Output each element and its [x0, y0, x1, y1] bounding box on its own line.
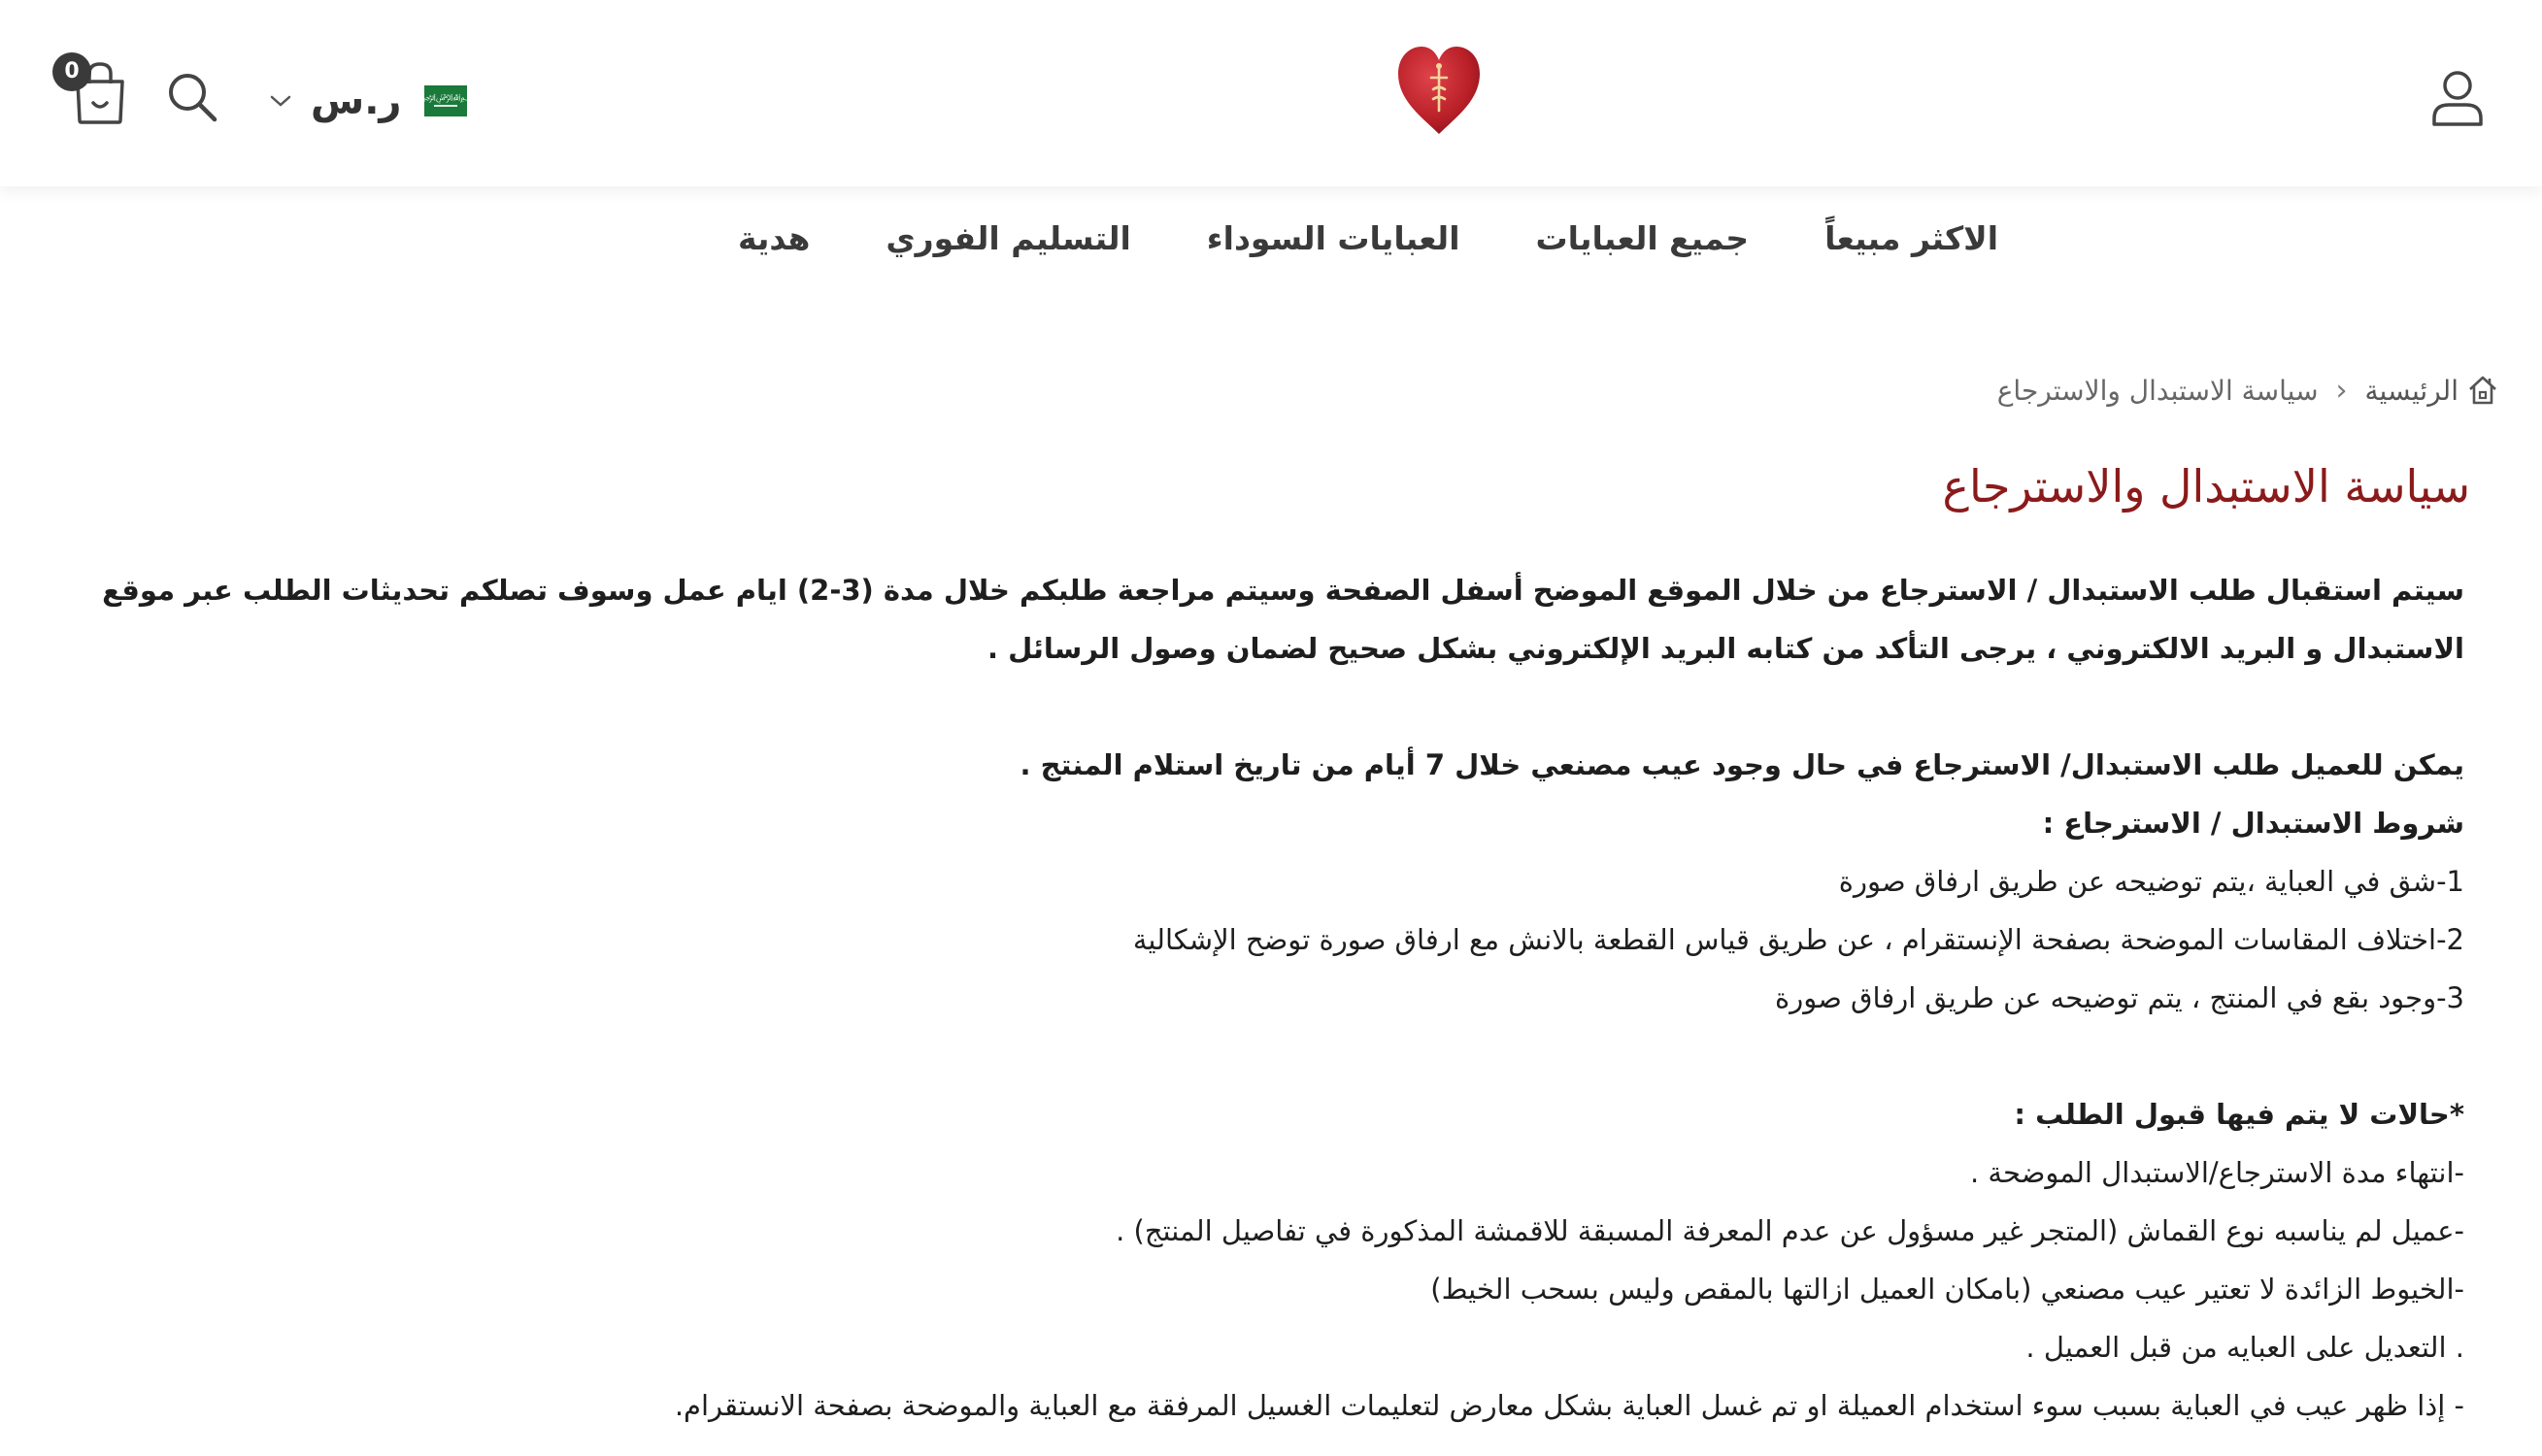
- rejections-title: *حالات لا يتم فيها قبول الطلب :: [2014, 1098, 2464, 1131]
- conditions-title: شروط الاستبدال / الاسترجاع :: [2042, 807, 2464, 840]
- condition-item: 3-وجود بقع في المنتج ، يتم توضيحه عن طريق ارفاق صورة: [1775, 981, 2464, 1014]
- brand-logo[interactable]: [1394, 43, 1484, 138]
- account-button[interactable]: [2429, 68, 2486, 128]
- rejection-item: -انتهاء مدة الاسترجاع/الاستبدال الموضحة .: [1970, 1156, 2464, 1189]
- condition-item: 2-اختلاف المقاسات الموضحة بصفحة الإنستقرام ، عن طريق قياس القطعة بالانش مع ارفاق صورة توضح الإشكالية: [1132, 923, 2464, 956]
- nav-item-best-sellers[interactable]: الاكثر مبيعاً: [1824, 219, 1999, 257]
- breadcrumb: [1997, 367, 2499, 414]
- user-icon: [2429, 68, 2486, 128]
- nav-item-gift[interactable]: هدية: [737, 219, 811, 257]
- policy-eligibility: يمكن للعميل طلب الاستبدال/ الاسترجاع في حال وجود عيب مصنعي خلال 7 أيام من تاريخ استلام المنتج .: [1020, 748, 2464, 781]
- home-icon[interactable]: [2466, 374, 2499, 407]
- rejection-item: -الخيوط الزائدة لا تعتير عيب مصنعي (بامكان العميل ازالتها بالمقص وليس بسحب الخيط): [1430, 1273, 2464, 1306]
- search-button[interactable]: [165, 70, 219, 124]
- breadcrumb-home-link[interactable]: الرئيسية: [2364, 374, 2458, 407]
- cart-count-badge: 0: [52, 52, 91, 91]
- chevron-down-icon: [268, 91, 293, 111]
- currency-label: ر.س: [311, 79, 402, 123]
- rejection-item: - إذا ظهر عيب في العباية بسبب سوء استخدام العميلة او تم غسل العباية بشكل معارض لتعليمات الغسيل المرفقة مع العباية والموضحة بصفحة الانستقرام.: [674, 1389, 2464, 1422]
- currency-selector[interactable]: [268, 74, 480, 128]
- nav-item-instant-delivery[interactable]: التسليم الفوري: [886, 219, 1131, 257]
- main-nav: [0, 219, 2542, 274]
- nav-item-black-abayas[interactable]: العبايات السوداء: [1206, 219, 1460, 257]
- saudi-flag-icon: [412, 85, 480, 116]
- spacer: [95, 1027, 2464, 1085]
- policy-content: [95, 561, 2464, 1435]
- condition-item: 1-شق في العباية ،يتم توضيحه عن طريق ارفاق صورة: [1838, 865, 2464, 898]
- site-header: [0, 0, 2542, 186]
- spacer: [95, 678, 2464, 736]
- breadcrumb-separator-icon: ‹: [2335, 373, 2348, 408]
- rejection-item: -عميل لم يناسبه نوع القماش (المتجر غير مسؤول عن عدم المعرفة المسبقة للاقمشة المذكورة في تفاصيل المنتج) .: [1116, 1214, 2464, 1247]
- search-icon: [165, 70, 219, 124]
- rejection-item: . التعديل على العبايه من قبل العميل .: [2025, 1331, 2464, 1364]
- svg-text:﷽: ﷽: [412, 93, 480, 103]
- policy-intro: سيتم استقبال طلب الاستبدال / الاسترجاع من خلال الموقع الموضح أسفل الصفحة وسيتم مراجعة طلبكم خلال مدة (3-2) ايام عمل وسوف تصلكم تحديثات الطلب عبر موقع الاستبدال و البريد الالكتروني ، يرجى التأكد من كتابه البريد الإلكتروني بشكل صحيح لضمان وصول الرسائل .: [102, 574, 2464, 665]
- nav-item-all-abayas[interactable]: جميع العبايات: [1535, 219, 1750, 257]
- page-title: سياسة الاستبدال والاسترجاع: [1942, 460, 2470, 513]
- breadcrumb-current: سياسة الاستبدال والاسترجاع: [1996, 374, 2319, 407]
